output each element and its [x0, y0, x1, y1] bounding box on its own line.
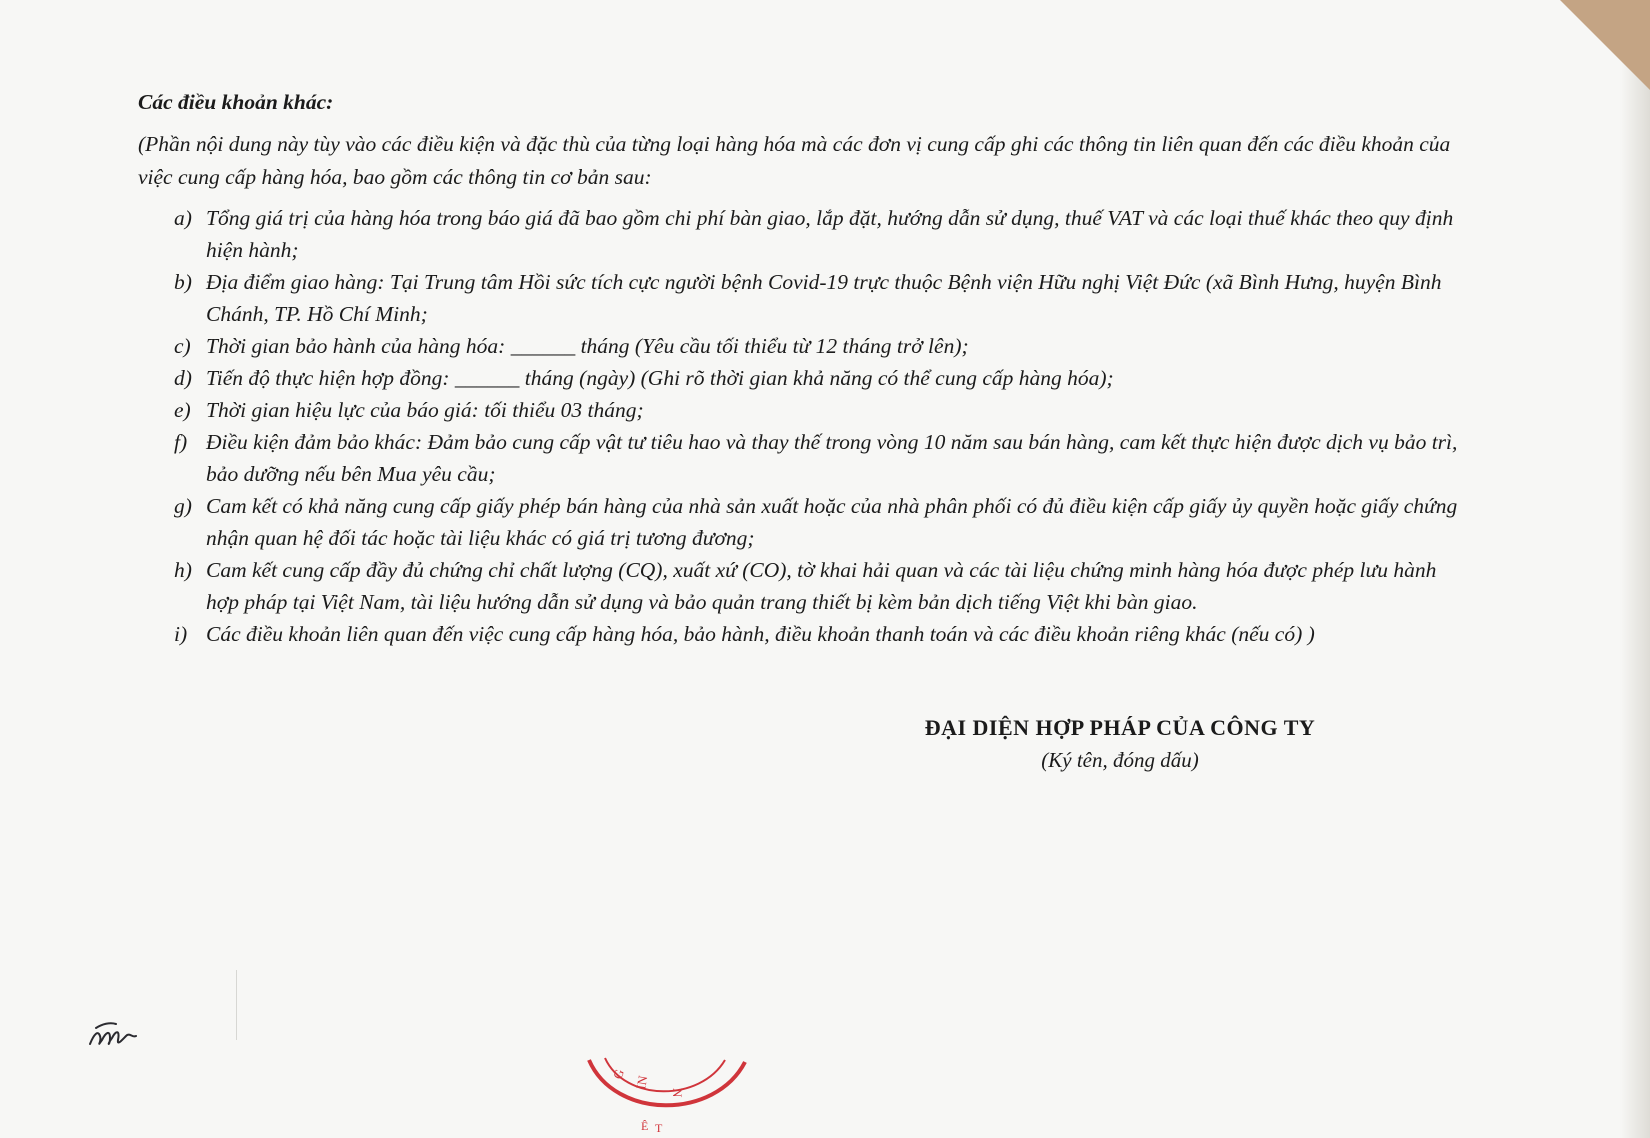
paper-edge-shadow — [1620, 0, 1650, 1138]
list-marker: c) — [174, 334, 191, 358]
list-item-text: Cam kết cung cấp đầy đủ chứng chỉ chất lượng (CQ), xuất xứ (CO), tờ khai hải quan và các tài liệu chứng minh hàng hóa được phép lưu hành hợp pháp tại Việt Nam, tài liệu hướng dẫn sử dụng và bảo quản trang thiết bị kèm bản dịch tiếng Việt khi bàn giao. — [206, 558, 1437, 614]
list-marker: a) — [174, 206, 192, 230]
list-item-text: Thời gian bảo hành của hàng hóa: ______ tháng (Yêu cầu tối thiểu từ 12 tháng trở lên); — [206, 334, 969, 358]
handwritten-initials — [86, 1016, 146, 1056]
section-heading: Các điều khoản khác: — [138, 90, 334, 114]
list-marker: f) — [174, 430, 188, 454]
signature-block — [890, 712, 1350, 776]
list-marker: h) — [174, 558, 192, 582]
list-item-text: Các điều khoản liên quan đến việc cung cấp hàng hóa, bảo hành, điều khoản thanh toán và các điều khoản riêng khác (nếu có) ) — [206, 622, 1315, 646]
company-seal-stamp — [585, 1050, 755, 1138]
desk-corner — [1560, 0, 1650, 90]
svg-text:T: T — [655, 1121, 663, 1135]
list-item — [174, 266, 1468, 330]
list-item-text: Cam kết có khả năng cung cấp giấy phép bán hàng của nhà sản xuất hoặc của nhà phân phối có đủ điều kiện cấp giấy ủy quyền hoặc giấy chứng nhận quan hệ đối tác hoặc tài liệu khác có giá trị tương đương; — [206, 494, 1458, 550]
svg-text:Ê: Ê — [641, 1119, 649, 1133]
list-item — [174, 618, 1468, 650]
list-item-text: Địa điểm giao hàng: Tại Trung tâm Hồi sức tích cực người bệnh Covid-19 trực thuộc Bệnh viện Hữu nghị Việt Đức (xã Bình Hưng, huyện Bình Chánh, TP. Hồ Chí Minh; — [206, 270, 1442, 326]
list-item — [174, 554, 1468, 618]
list-item — [174, 362, 1468, 394]
list-marker: i) — [174, 622, 188, 646]
list-item — [174, 426, 1468, 490]
signature-title: ĐẠI DIỆN HỢP PHÁP CỦA CÔNG TY — [924, 715, 1316, 740]
intro-paragraph: (Phần nội dung này tùy vào các điều kiện và đặc thù của từng loại hàng hóa mà các đơn vị cung cấp ghi các thông tin liên quan đến các điều khoản của việc cung cấp hàng hóa, bao gồm các thông tin cơ bản sau: — [138, 132, 1451, 189]
list-marker: d) — [174, 366, 192, 390]
list-marker: e) — [174, 398, 191, 422]
document-body — [138, 88, 1468, 650]
list-item — [174, 330, 1468, 362]
list-item-text: Tổng giá trị của hàng hóa trong báo giá đã bao gồm chi phí bàn giao, lắp đặt, hướng dẫn sử dụng, thuế VAT và các loại thuế khác theo quy định hiện hành; — [206, 206, 1454, 262]
svg-text:G: G — [609, 1067, 628, 1082]
list-item — [174, 394, 1468, 426]
faint-fold-line — [236, 970, 237, 1040]
list-item-text: Thời gian hiệu lực của báo giá: tối thiểu 03 tháng; — [206, 398, 644, 422]
terms-list — [174, 202, 1468, 650]
list-item-text: Điều kiện đảm bảo khác: Đảm bảo cung cấp vật tư tiêu hao và thay thế trong vòng 10 năm sau bán hàng, cam kết thực hiện được dịch vụ bảo trì, bảo dưỡng nếu bên Mua yêu cầu; — [206, 430, 1458, 486]
list-item-text: Tiến độ thực hiện hợp đồng: ______ tháng (ngày) (Ghi rõ thời gian khả năng có thể cung cấp hàng hóa); — [206, 366, 1114, 390]
list-marker: g) — [174, 494, 192, 518]
list-item — [174, 490, 1468, 554]
signature-note: (Ký tên, đóng dấu) — [1041, 748, 1199, 772]
list-marker: b) — [174, 270, 192, 294]
list-item — [174, 202, 1468, 266]
svg-text:N: N — [670, 1088, 685, 1098]
svg-text:IN: IN — [633, 1074, 651, 1091]
